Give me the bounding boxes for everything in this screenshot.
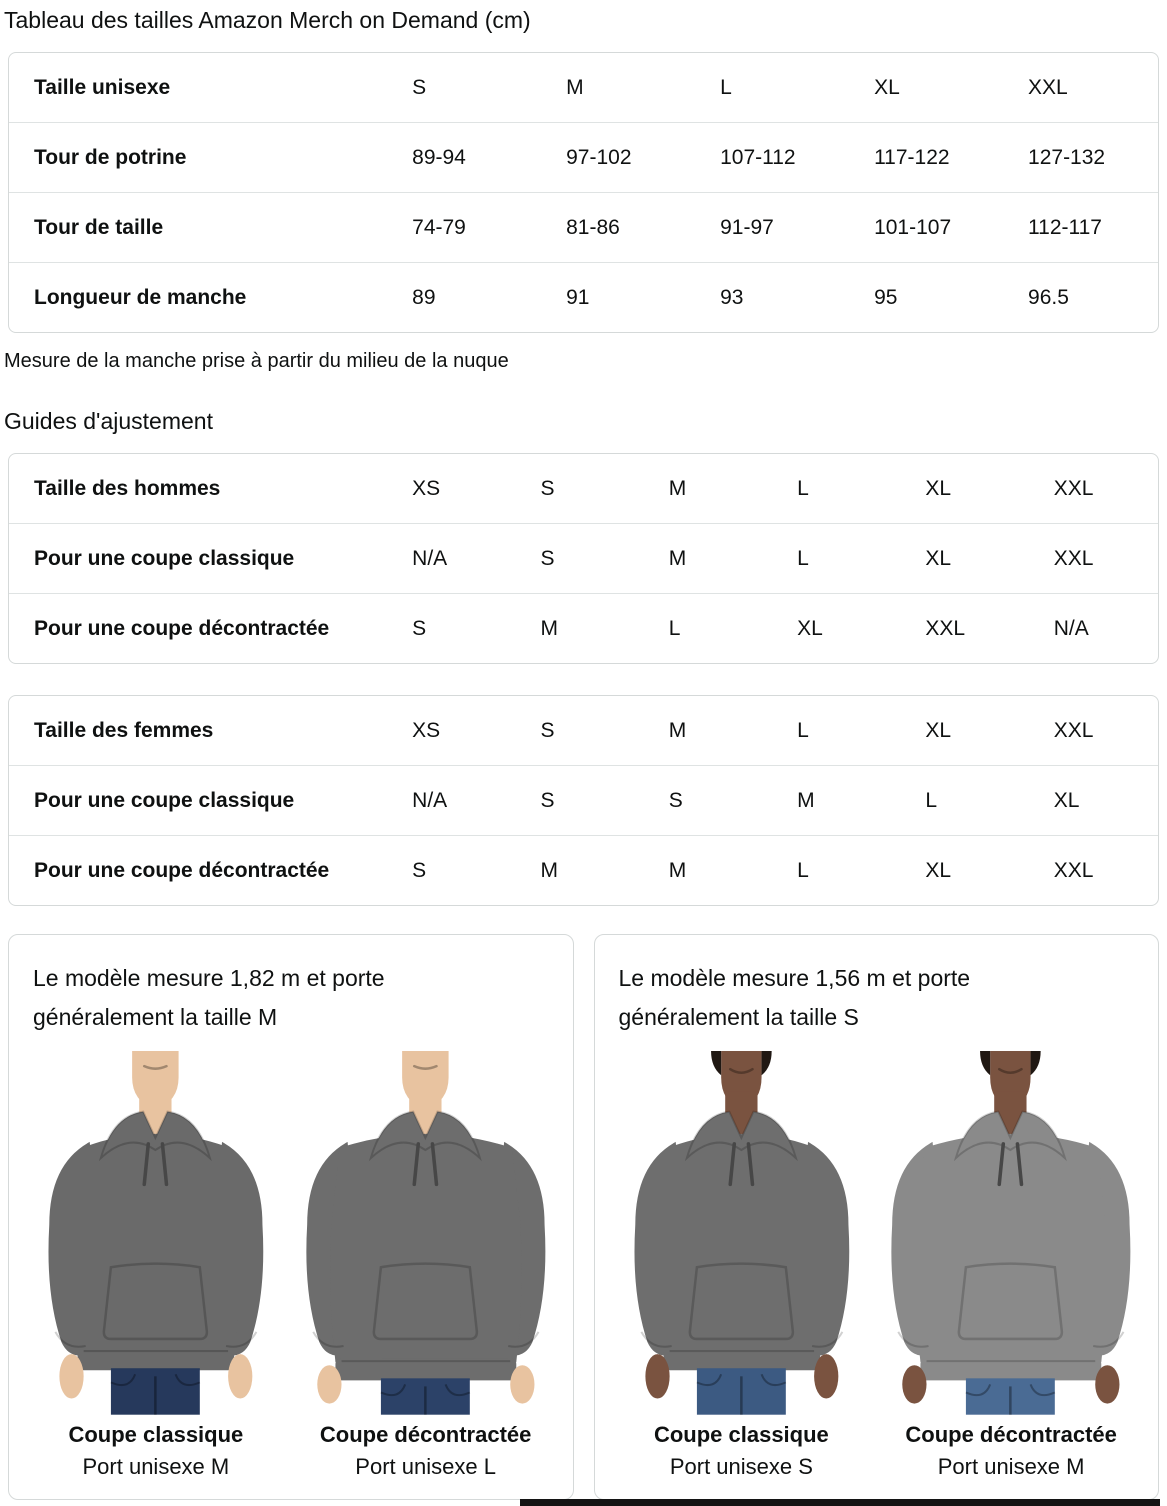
size-cell: M <box>566 75 584 99</box>
row-label: Pour une coupe décontractée <box>34 858 330 882</box>
size-cell: L <box>797 858 809 882</box>
size-cell: N/A <box>412 546 448 570</box>
size-cell: XXL <box>1028 75 1068 99</box>
sleeve-measure-note: Mesure de la manche prise à partir du milieu de la nuque <box>4 350 509 372</box>
photo-caption: Coupe classique <box>68 1422 244 1447</box>
model-photo-male-relaxed <box>291 1051 561 1411</box>
male-model-card <box>8 934 574 1500</box>
row-label: Tour de potrine <box>34 145 187 169</box>
photo-caption: Coupe décontractée <box>319 1422 532 1447</box>
photo-subcaption: Port unisexe S <box>669 1454 813 1479</box>
size-cell: M <box>797 788 815 812</box>
card-title: Le modèle mesure 1,56 m et porte généralement la taille S <box>618 965 971 1030</box>
size-cell: M <box>540 858 558 882</box>
size-cell: XL <box>1053 788 1080 812</box>
size-cell: L <box>668 616 681 640</box>
size-cell: XL <box>925 858 952 882</box>
table-row <box>9 765 1158 835</box>
size-cell: XL <box>925 718 952 742</box>
size-cell: N/A <box>1053 616 1089 640</box>
table-row <box>9 835 1158 905</box>
size-cell: M <box>668 858 687 882</box>
size-cell: 74-79 <box>412 215 466 239</box>
photo-column <box>607 1051 877 1481</box>
model-photo-female-relaxed <box>876 1051 1146 1411</box>
size-cell: 97-102 <box>566 145 632 169</box>
men-fit-table <box>8 453 1159 664</box>
table-row <box>9 192 1158 262</box>
size-cell: L <box>925 788 938 812</box>
size-cell: M <box>540 616 558 640</box>
card-title: Le modèle mesure 1,82 m et porte généralement la taille M <box>33 965 385 1030</box>
size-cell: XXL <box>1053 476 1094 500</box>
row-label: Tour de taille <box>34 215 164 239</box>
size-cell: S <box>668 788 683 812</box>
photo-column <box>876 1051 1146 1481</box>
female-model-card <box>594 934 1160 1500</box>
size-cell: M <box>668 476 687 500</box>
photo-caption: Coupe décontractée <box>905 1422 1117 1447</box>
photo-caption: Coupe classique <box>653 1422 829 1447</box>
size-cell: 127-132 <box>1028 145 1106 169</box>
size-cell: XXL <box>925 616 966 640</box>
row-label: Taille unisexe <box>34 75 171 99</box>
size-cell: 101-107 <box>874 215 952 239</box>
model-photo-female-classic <box>607 1051 877 1411</box>
size-cell: XXL <box>1053 718 1094 742</box>
table-row <box>9 696 1158 765</box>
photo-subcaption: Port unisexe M <box>82 1454 230 1479</box>
fit-guides-heading: Guides d'ajustement <box>4 408 213 434</box>
table-row <box>9 122 1158 192</box>
size-cell: 107-112 <box>720 145 796 169</box>
table-row <box>9 262 1158 332</box>
table-row <box>9 454 1158 523</box>
size-cell: S <box>540 476 555 500</box>
photo-column <box>291 1051 561 1481</box>
size-cell: 93 <box>720 285 744 309</box>
size-cell: 81-86 <box>566 215 620 239</box>
size-cell: L <box>797 718 809 742</box>
size-cell: 96.5 <box>1028 285 1069 309</box>
size-cell: S <box>540 546 555 570</box>
photos-row <box>21 1051 561 1481</box>
size-cell: 112-117 <box>1028 215 1102 239</box>
size-cell: 91 <box>566 285 590 309</box>
photo-subcaption: Port unisexe L <box>355 1454 496 1479</box>
table-row <box>9 53 1158 122</box>
next-section-edge <box>520 1499 1160 1506</box>
size-cell: 95 <box>874 285 898 309</box>
photo-subcaption: Port unisexe M <box>937 1454 1085 1479</box>
size-cell: N/A <box>412 788 448 812</box>
photos-row <box>607 1051 1147 1481</box>
table-row <box>9 593 1158 663</box>
table-row <box>9 523 1158 593</box>
size-cell: 89 <box>412 285 436 309</box>
row-label: Taille des hommes <box>34 476 221 500</box>
row-label: Longueur de manche <box>34 285 247 309</box>
size-cell: S <box>412 75 427 99</box>
size-cell: XS <box>412 718 441 742</box>
size-cell: XL <box>925 546 952 570</box>
size-cell: XXL <box>1053 858 1094 882</box>
size-cell: XXL <box>1053 546 1094 570</box>
size-cell: S <box>412 616 427 640</box>
size-cell: M <box>668 718 687 742</box>
size-cell: S <box>412 858 427 882</box>
unisex-size-table <box>8 52 1159 333</box>
size-cell: L <box>797 546 809 570</box>
row-label: Taille des femmes <box>34 718 214 742</box>
row-label: Pour une coupe classique <box>34 546 295 570</box>
women-fit-table <box>8 695 1159 906</box>
row-label: Pour une coupe décontractée <box>34 616 330 640</box>
size-cell: S <box>540 788 555 812</box>
page-title: Tableau des tailles Amazon Merch on Demand (cm) <box>4 7 531 33</box>
size-cell: M <box>668 546 687 570</box>
photo-column <box>21 1051 291 1481</box>
model-cards-row <box>8 934 1159 1500</box>
model-photo-male-classic <box>21 1051 291 1411</box>
size-cell: XL <box>874 75 900 99</box>
row-label: Pour une coupe classique <box>34 788 295 812</box>
size-cell: XL <box>925 476 952 500</box>
size-cell: XS <box>412 476 441 500</box>
size-cell: 91-97 <box>720 215 774 239</box>
size-cell: 89-94 <box>412 145 466 169</box>
size-cell: XL <box>797 616 823 640</box>
size-cell: L <box>720 75 732 99</box>
size-cell: 117-122 <box>874 145 950 169</box>
size-cell: S <box>540 718 555 742</box>
size-cell: L <box>797 476 809 500</box>
